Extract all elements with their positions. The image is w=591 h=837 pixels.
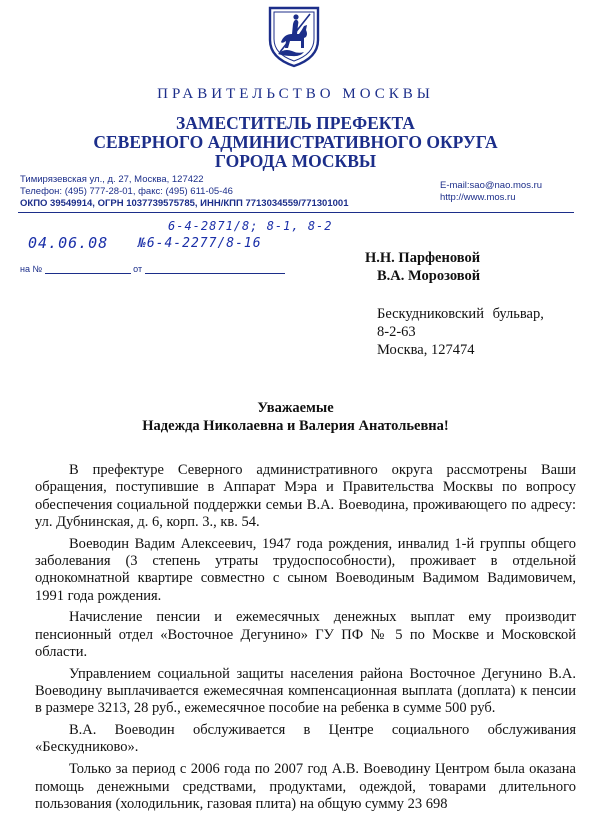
reference-line bbox=[20, 264, 285, 274]
greeting-line-2: Надежда Николаевна и Валерия Анатольевна! bbox=[142, 418, 449, 434]
handwritten-reference-top: 6-4-2871/8; 8-1, 8-2 bbox=[168, 219, 333, 233]
body-paragraph-1: В префектуре Северного административного округа рассмотрены Ваши обращения, поступившие в Аппарат Мэра и Правительства Москвы по вопросу обеспечения социальной поддержки семьи В.А. Воеводина, проживающего по адресу: ул. Дубнинская, д. 6, корп. 3., кв. 54. bbox=[35, 462, 576, 530]
recipient-city: Москва, 127474 bbox=[377, 342, 475, 358]
recipient-name-2: В.А. Морозовой bbox=[377, 268, 481, 284]
moscow-coat-of-arms-icon bbox=[266, 4, 322, 68]
contact-codes: ОКПО 39549914, ОГРН 1037739575785, ИНН/КПП 7713034559/771301001 bbox=[20, 198, 349, 209]
label-from: от bbox=[133, 264, 143, 274]
recipient-building: 8-2-63 bbox=[377, 324, 416, 340]
label-no: на № bbox=[20, 264, 43, 274]
blank-no bbox=[45, 264, 131, 274]
body-paragraph-3: Начисление пенсии и ежемесячных денежных выплат ему производит пенсионный отдел «Восточное Дегунино» ГУ ПФ № 5 по Москве и Московской области. bbox=[35, 609, 576, 660]
recipient-name-1: Н.Н. Парфеновой bbox=[365, 250, 481, 266]
header-divider bbox=[18, 212, 574, 213]
body-paragraph-6: Только за период с 2006 года по 2007 год А.В. Воеводину Центром была оказана помощь денежными средствами, продуктами, одеждой, товарами длительного пользования (холодильник, газовая плита) на общую сумму 23 698 bbox=[35, 761, 576, 812]
contact-phone: Телефон: (495) 777-28-01, факс: (495) 611-05-46 bbox=[20, 186, 233, 197]
handwritten-date: 04.06.08 bbox=[28, 234, 109, 252]
body-paragraph-5: В.А. Воеводин обслуживается в Центре социального обслуживания «Бескудниково». bbox=[35, 722, 576, 756]
header-title-line1: ЗАМЕСТИТЕЛЬ ПРЕФЕКТА bbox=[176, 113, 415, 133]
greeting-line-1: Уважаемые bbox=[257, 400, 334, 416]
blank-from bbox=[145, 264, 285, 274]
recipient-street: Бескудниковский бульвар, bbox=[377, 306, 544, 322]
contact-address: Тимирязевская ул., д. 27, Москва, 127422 bbox=[20, 174, 204, 185]
letter-body bbox=[35, 462, 576, 818]
government-name: ПРАВИТЕЛЬСТВО МОСКВЫ bbox=[157, 86, 434, 102]
contact-web: http://www.mos.ru bbox=[440, 192, 516, 203]
header-title-line3: ГОРОДА МОСКВЫ bbox=[214, 151, 377, 171]
header-title-line2: СЕВЕРНОГО АДМИНИСТРАТИВНОГО ОКРУГА bbox=[93, 132, 498, 152]
contact-email: E-mail:sao@nao.mos.ru bbox=[440, 180, 543, 191]
handwritten-outgoing-number: №6-4-2277/8-16 bbox=[138, 236, 262, 251]
body-paragraph-2: Воеводин Вадим Алексеевич, 1947 года рождения, инвалид 1-й группы общего заболевания (3 степень утраты трудоспособности), проживает в отдельной однокомнатной квартире совместно с сыном Воеводиным Вадимом Вадимовичем, 1991 года рождения. bbox=[35, 535, 576, 604]
body-paragraph-4: Управлением социальной защиты населения района Восточное Дегунино В.А. Воеводину выплачивается ежемесячная компенсационная выплата (доплата) к пенсии в размере 3213, 28 руб., ежемесячное пособие на ребенка в сумме 500 руб. bbox=[35, 665, 576, 717]
